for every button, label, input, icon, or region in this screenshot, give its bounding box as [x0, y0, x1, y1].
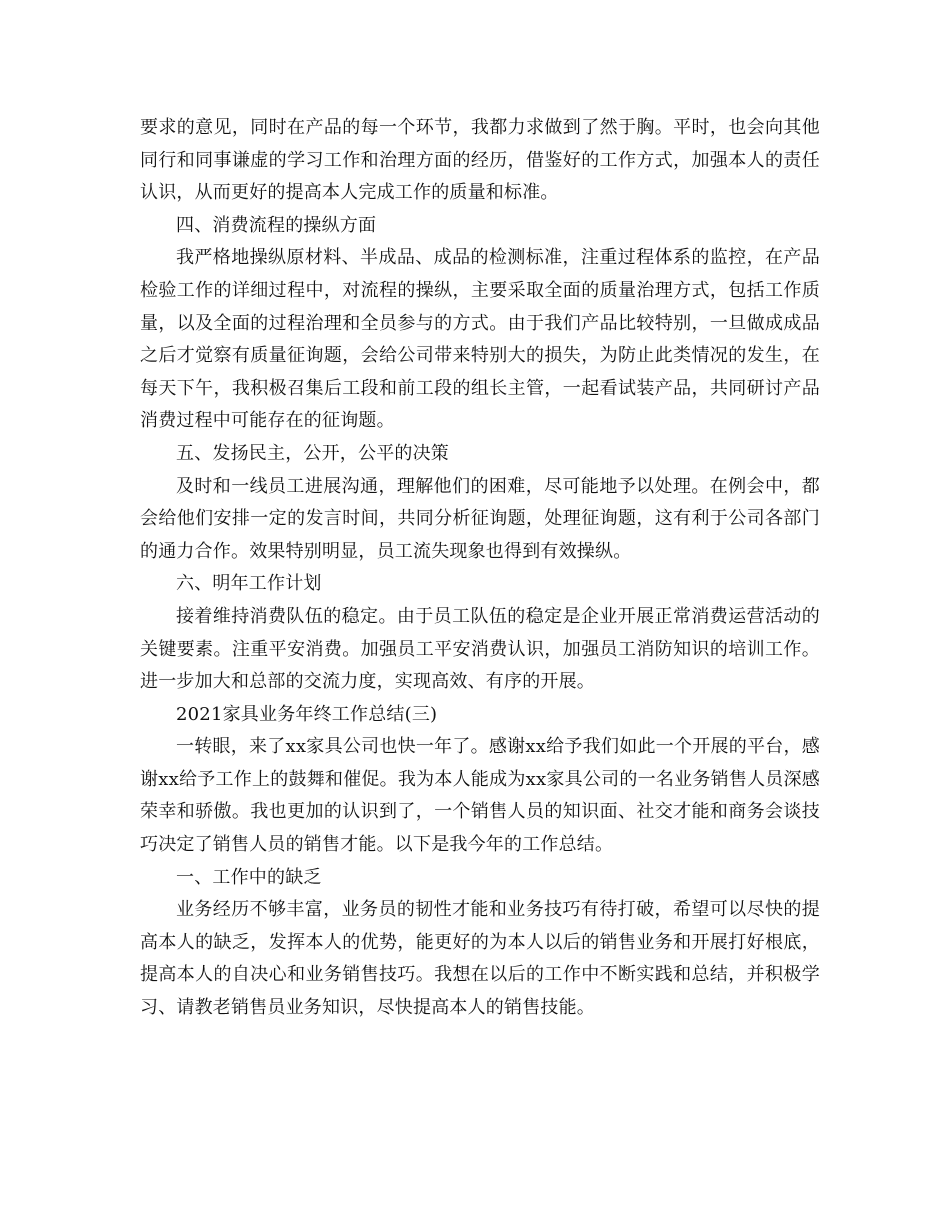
section-heading-democracy: 五、发扬民主，公开，公平的决策	[176, 442, 449, 464]
section-heading-production-control: 四、消费流程的操纵方面	[176, 214, 377, 236]
paragraph-shortcomings: 业务经历不够丰富，业务员的韧性才能和业务技巧有待打破，希望可以尽快的提高本人的缺乏，发挥本人的优势，能更好的为本人以后的销售业务和开展打好根底，提高本人的自决心和业务销售技巧。我想在以后的工作中不断实践和总结，并积极学习、请教老销售员业务知识，尽快提高本人的销售技能。	[140, 899, 820, 1019]
section-heading-shortcomings: 一、工作中的缺乏	[176, 866, 322, 888]
paragraph-intro: 一转眼，来了xx家具公司也快一年了。感谢xx给予我们如此一个开展的平台，感谢xx给予工作上的鼓舞和催促。我为本人能成为xx家具公司的一名业务销售人员深感荣幸和骄傲。我也更加的认识到了，一个销售人员的知识面、社交才能和商务会谈技巧决定了销售人员的销售才能。以下是我今年的工作总结。	[140, 736, 820, 856]
paragraph-democracy: 及时和一线员工进展沟通，理解他们的困难，尽可能地予以处理。在例会中，都会给他们安排一定的发言时间，共同分析征询题，处理征询题，这有利于公司各部门的通力合作。效果特别明显，员工流失现象也得到有效操纵。	[140, 475, 820, 562]
paragraph-next-year-plan: 接着维持消费队伍的稳定。由于员工队伍的稳定是企业开展正常消费运营活动的关键要素。注重平安消费。加强员工平安消费认识，加强员工消防知识的培训工作。进一步加大和总部的交流力度，实现高效、有序的开展。	[140, 605, 820, 693]
section-heading-next-year-plan: 六、明年工作计划	[176, 573, 322, 595]
document-subtitle: 2021家具业务年终工作总结(三)	[176, 703, 438, 725]
document-page	[140, 112, 820, 1025]
paragraph-production-control: 我严格地操纵原材料、半成品、成品的检测标准，注重过程体系的监控，在产品检验工作的详细过程中，对流程的操纵，主要采取全面的质量治理方式，包括工作质量，以及全面的过程治理和全员参与的方式。由于我们产品比较特别，一旦做成成品之后才觉察有质量征询题，会给公司带来特别大的损失，为防止此类情况的发生，在每天下午，我积极召集后工段和前工段的组长主管，一起看试装产品，共同研讨产品消费过程中可能存在的征询题。	[140, 247, 820, 432]
paragraph-continuation: 要求的意见，同时在产品的每一个环节，我都力求做到了然于胸。平时，也会向其他同行和同事谦虚的学习工作和治理方面的经历，借鉴好的工作方式，加强本人的责任认识，从而更好的提高本人完成工作的质量和标准。	[140, 117, 820, 204]
